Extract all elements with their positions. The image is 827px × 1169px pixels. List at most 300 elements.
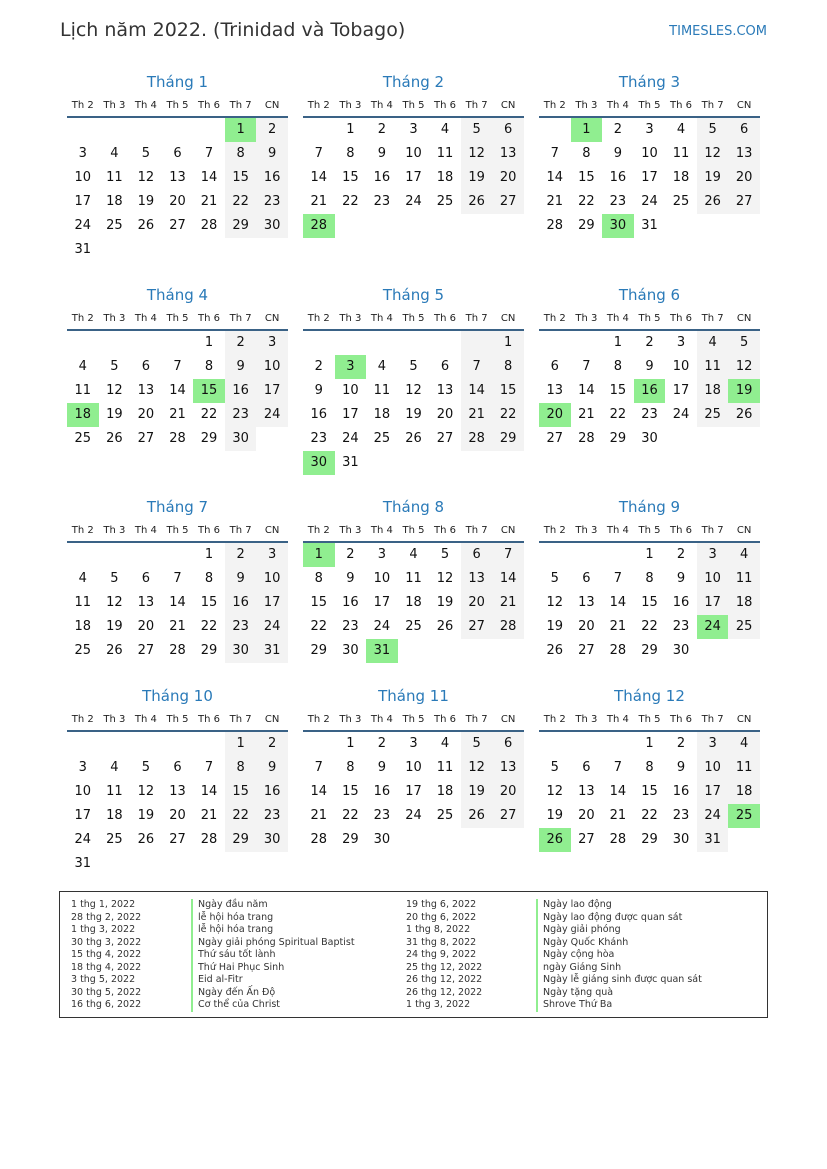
day-cell: 23 (225, 403, 257, 427)
holiday-day-cell: 1 (571, 118, 603, 142)
weekday-header (67, 307, 288, 331)
empty-day-cell (697, 639, 729, 663)
day-cell: 4 (728, 732, 760, 756)
day-cell: 29 (578, 218, 595, 233)
weekday-label: Th 5 (638, 313, 661, 324)
weekday-label: Th 5 (402, 525, 425, 536)
day-cell: 27 (436, 431, 454, 446)
holiday-day-cell: 16 (634, 379, 666, 403)
day-cell: 20 (169, 808, 186, 823)
day-cell: 1 (225, 732, 257, 756)
empty-day-cell (461, 828, 493, 852)
day-cell: 1 (204, 547, 214, 562)
day-cell: 19 (461, 166, 493, 190)
day-cell: 15 (200, 595, 218, 610)
legend-holiday-name: Ngày lao động (543, 899, 612, 910)
empty-day-cell (366, 214, 398, 238)
day-cell: 2 (256, 732, 288, 756)
legend-holiday-name: Ngày cộng hòa (543, 949, 615, 960)
day-cell: 26 (106, 643, 123, 658)
day-cell: 3 (409, 736, 418, 751)
weekday-label: Th 7 (229, 525, 252, 536)
day-cell: 22 (310, 619, 328, 634)
day-cell: 16 (373, 170, 391, 185)
day-grid (303, 331, 524, 475)
day-cell: 24 (697, 804, 729, 828)
day-cell: 19 (137, 194, 155, 209)
day-cell: 31 (256, 639, 288, 663)
day-cell: 27 (169, 218, 186, 233)
day-cell: 31 (641, 218, 658, 233)
day-cell: 14 (169, 595, 186, 610)
day-cell: 9 (613, 146, 623, 161)
day-cell: 23 (373, 808, 391, 823)
day-cell: 6 (582, 760, 591, 775)
weekday-label: Th 3 (575, 313, 598, 324)
weekday-label: Th 6 (670, 714, 693, 725)
day-cell: 1 (613, 335, 623, 350)
day-cell: 21 (546, 194, 564, 209)
empty-day-cell (99, 543, 131, 567)
weekday-label: Th 3 (339, 100, 362, 111)
day-cell: 2 (676, 547, 686, 562)
day-cell: 17 (342, 407, 359, 422)
day-cell: 8 (613, 359, 623, 374)
day-cell: 16 (609, 170, 627, 185)
day-cell: 27 (169, 832, 186, 847)
day-cell: 10 (256, 567, 288, 591)
empty-day-cell (130, 238, 162, 262)
day-cell: 23 (256, 190, 288, 214)
day-cell: 10 (342, 383, 359, 398)
day-cell: 21 (492, 591, 524, 615)
day-cell: 7 (204, 146, 214, 161)
weekday-label: Th 7 (465, 100, 488, 111)
legend-date: 25 thg 12, 2022 (406, 961, 483, 973)
day-cell: 12 (405, 383, 422, 398)
day-cell: 4 (440, 736, 450, 751)
legend-holiday-name: lễ hội hóa trang (198, 924, 274, 935)
weekday-label: Th 5 (638, 714, 661, 725)
day-cell: 9 (256, 142, 288, 166)
empty-day-cell (728, 828, 760, 852)
legend-date: 15 thg 4, 2022 (71, 949, 142, 960)
day-cell: 15 (310, 595, 328, 610)
day-grid (303, 118, 524, 238)
day-cell: 2 (377, 122, 387, 137)
day-cell: 23 (373, 194, 391, 209)
day-cell: 2 (676, 736, 686, 751)
day-cell: 2 (377, 736, 387, 751)
day-cell: 27 (137, 431, 155, 446)
holiday-day-cell: 15 (193, 379, 225, 403)
weekday-label: Th 6 (434, 714, 457, 725)
day-cell: 24 (74, 218, 92, 233)
day-cell: 5 (409, 359, 418, 374)
day-cell: 16 (672, 595, 690, 610)
legend-date: 1 thg 8, 2022 (406, 924, 471, 935)
day-cell: 14 (578, 383, 595, 398)
day-cell: 13 (169, 784, 186, 799)
day-cell: 23 (256, 804, 288, 828)
day-cell: 17 (405, 170, 422, 185)
day-cell: 9 (676, 760, 686, 775)
day-cell: 17 (405, 784, 422, 799)
empty-day-cell (99, 732, 131, 756)
day-cell: 14 (461, 379, 493, 403)
empty-day-cell (256, 852, 288, 876)
day-cell: 14 (310, 170, 328, 185)
day-cell: 20 (578, 808, 595, 823)
holiday-day-cell: 24 (697, 615, 729, 639)
weekday-header (67, 94, 288, 118)
day-cell: 28 (200, 218, 218, 233)
day-cell: 1 (346, 122, 355, 137)
empty-day-cell (728, 639, 760, 663)
day-cell: 27 (728, 190, 760, 214)
day-cell: 21 (609, 808, 627, 823)
day-cell: 3 (697, 732, 729, 756)
weekday-header (539, 307, 760, 331)
day-cell: 24 (672, 407, 690, 422)
day-cell: 26 (728, 403, 760, 427)
day-cell: 6 (492, 732, 524, 756)
month-title: Tháng 4 (146, 286, 209, 304)
weekday-label: Th 3 (103, 313, 126, 324)
weekday-label: CN (500, 525, 516, 536)
day-cell: 25 (672, 194, 690, 209)
empty-day-cell (539, 543, 571, 567)
month-title: Tháng 10 (142, 687, 213, 705)
empty-day-cell (335, 331, 367, 355)
day-cell: 17 (256, 379, 288, 403)
day-cell: 28 (169, 643, 186, 658)
day-cell: 20 (137, 407, 155, 422)
day-cell: 9 (377, 146, 387, 161)
day-cell: 15 (225, 780, 257, 804)
day-cell: 6 (550, 359, 559, 374)
weekday-label: Th 6 (198, 313, 221, 324)
day-cell: 7 (613, 571, 623, 586)
day-cell: 21 (200, 808, 218, 823)
day-cell: 19 (137, 808, 155, 823)
month-title: Tháng 12 (614, 687, 685, 705)
weekday-label: CN (500, 100, 516, 111)
day-cell: 26 (137, 218, 155, 233)
day-cell: 25 (106, 218, 123, 233)
empty-day-cell (366, 331, 398, 355)
day-cell: 23 (609, 194, 627, 209)
legend-date: 31 thg 8, 2022 (406, 936, 477, 948)
empty-day-cell (67, 118, 99, 142)
weekday-label: Th 2 (543, 313, 566, 324)
day-cell: 12 (546, 784, 564, 799)
day-grid (539, 732, 760, 852)
day-grid (67, 331, 288, 451)
day-cell: 23 (310, 431, 328, 446)
day-cell: 11 (106, 784, 123, 799)
day-cell: 30 (672, 832, 690, 847)
day-cell: 21 (578, 407, 595, 422)
empty-day-cell (429, 331, 461, 355)
legend-holiday-name: Ngày giải phóng Spiritual Baptist (198, 936, 355, 948)
legend-holiday-name: ngày Giáng Sinh (543, 961, 622, 973)
weekday-header (303, 708, 524, 732)
month-calendar (303, 496, 524, 663)
month-calendar (303, 284, 524, 475)
day-cell: 12 (461, 756, 493, 780)
day-cell: 19 (106, 407, 123, 422)
day-grid (67, 543, 288, 663)
empty-day-cell (461, 451, 493, 475)
day-cell: 31 (697, 828, 729, 852)
day-cell: 22 (225, 804, 257, 828)
day-cell: 21 (310, 194, 328, 209)
weekday-label: CN (264, 525, 280, 536)
day-cell: 19 (461, 780, 493, 804)
day-cell: 26 (137, 832, 155, 847)
empty-day-cell (130, 732, 162, 756)
day-cell: 1 (492, 331, 524, 355)
day-cell: 25 (436, 194, 454, 209)
day-cell: 10 (373, 571, 391, 586)
weekday-label: Th 2 (543, 100, 566, 111)
day-cell: 9 (314, 383, 323, 398)
day-cell: 24 (405, 808, 422, 823)
day-cell: 11 (697, 355, 729, 379)
day-cell: 4 (409, 547, 418, 562)
weekday-label: Th 4 (370, 525, 393, 536)
day-cell: 18 (728, 780, 760, 804)
legend-holiday-name: Ngày đầu năm (198, 899, 268, 910)
weekday-label: Th 4 (134, 714, 157, 725)
empty-day-cell (602, 543, 634, 567)
day-cell: 31 (342, 455, 359, 470)
day-cell: 12 (137, 170, 155, 185)
empty-day-cell (130, 852, 162, 876)
empty-day-cell (461, 639, 493, 663)
day-cell: 8 (645, 760, 654, 775)
day-cell: 8 (314, 571, 323, 586)
empty-day-cell (398, 828, 430, 852)
day-cell: 26 (546, 643, 564, 658)
month-calendar (539, 496, 760, 663)
day-cell: 27 (137, 643, 155, 658)
day-cell: 17 (256, 591, 288, 615)
day-cell: 5 (697, 118, 729, 142)
holiday-day-cell: 1 (303, 543, 335, 567)
day-cell: 30 (342, 643, 359, 658)
day-cell: 24 (74, 832, 92, 847)
day-cell: 7 (204, 760, 214, 775)
day-cell: 13 (137, 383, 155, 398)
day-cell: 29 (200, 643, 218, 658)
weekday-label: Th 6 (198, 100, 221, 111)
empty-day-cell (99, 852, 131, 876)
day-cell: 18 (672, 170, 690, 185)
empty-day-cell (492, 639, 524, 663)
day-cell: 5 (141, 146, 151, 161)
day-cell: 20 (436, 407, 454, 422)
day-cell: 6 (173, 760, 182, 775)
month-title: Tháng 1 (146, 73, 209, 91)
day-cell: 14 (310, 784, 328, 799)
weekday-label: Th 6 (670, 100, 693, 111)
day-cell: 12 (106, 383, 123, 398)
site-link[interactable]: TIMESLES.COM (669, 24, 767, 39)
day-cell: 7 (314, 146, 323, 161)
day-grid (539, 118, 760, 238)
weekday-label: Th 4 (370, 313, 393, 324)
weekday-label: Th 6 (434, 100, 457, 111)
weekday-label: Th 7 (465, 714, 488, 725)
day-cell: 28 (578, 431, 595, 446)
weekday-label: Th 2 (71, 714, 94, 725)
day-cell: 31 (74, 242, 92, 257)
holiday-day-cell: 30 (303, 451, 335, 475)
day-cell: 11 (373, 383, 391, 398)
weekday-label: Th 6 (434, 313, 457, 324)
weekday-label: Th 5 (166, 100, 189, 111)
legend-holiday-name: Shrove Thứ Ba (543, 999, 613, 1010)
weekday-label: Th 5 (166, 313, 189, 324)
weekday-label: Th 3 (103, 714, 126, 725)
day-cell: 30 (256, 828, 288, 852)
day-cell: 13 (728, 142, 760, 166)
day-cell: 11 (728, 567, 760, 591)
holiday-day-cell: 30 (602, 214, 634, 238)
empty-day-cell (303, 732, 335, 756)
month-calendar (539, 685, 760, 852)
day-cell: 25 (697, 403, 729, 427)
empty-day-cell (492, 214, 524, 238)
day-cell: 22 (641, 808, 658, 823)
day-cell: 18 (697, 379, 729, 403)
weekday-label: Th 7 (701, 313, 724, 324)
legend-dates (406, 899, 482, 1012)
empty-day-cell (398, 331, 430, 355)
holiday-legend (59, 891, 768, 1018)
day-cell: 20 (169, 194, 186, 209)
empty-day-cell (99, 118, 131, 142)
day-grid (539, 543, 760, 663)
legend-holiday-name: lễ hội hóa trang (198, 911, 274, 923)
day-cell: 3 (78, 146, 87, 161)
weekday-label: CN (264, 100, 280, 111)
weekday-label: Th 3 (339, 313, 362, 324)
empty-day-cell (697, 427, 729, 451)
day-cell: 7 (173, 571, 182, 586)
day-cell: 6 (440, 359, 450, 374)
empty-day-cell (193, 118, 225, 142)
day-cell: 8 (346, 146, 355, 161)
day-cell: 15 (609, 383, 627, 398)
weekday-label: Th 3 (575, 714, 598, 725)
weekday-label: Th 7 (229, 714, 252, 725)
day-cell: 25 (74, 431, 92, 446)
weekday-label: Th 5 (402, 313, 425, 324)
day-cell: 1 (645, 547, 654, 562)
day-cell: 26 (461, 190, 493, 214)
day-cell: 16 (225, 591, 257, 615)
weekday-label: Th 3 (103, 100, 126, 111)
empty-day-cell (429, 214, 461, 238)
day-cell: 25 (405, 619, 422, 634)
weekday-label: Th 6 (198, 714, 221, 725)
day-cell: 19 (546, 808, 564, 823)
weekday-header (67, 708, 288, 732)
day-cell: 29 (225, 214, 257, 238)
day-cell: 5 (110, 571, 119, 586)
day-cell: 5 (728, 331, 760, 355)
day-cell: 17 (74, 808, 92, 823)
day-cell: 9 (645, 359, 654, 374)
weekday-label: Th 5 (402, 714, 425, 725)
day-cell: 13 (492, 142, 524, 166)
day-cell: 29 (641, 832, 658, 847)
day-cell: 24 (256, 403, 288, 427)
day-cell: 3 (377, 547, 387, 562)
day-cell: 30 (373, 832, 391, 847)
day-cell: 2 (346, 547, 355, 562)
day-cell: 28 (546, 218, 564, 233)
empty-day-cell (162, 331, 194, 355)
day-cell: 10 (697, 567, 729, 591)
empty-day-cell (366, 451, 398, 475)
legend-date: 26 thg 12, 2022 (406, 974, 483, 985)
weekday-label: Th 4 (134, 525, 157, 536)
weekday-label: Th 6 (434, 525, 457, 536)
empty-day-cell (193, 852, 225, 876)
month-calendar (67, 496, 288, 663)
day-cell: 31 (74, 856, 92, 871)
day-cell: 10 (672, 359, 690, 374)
day-cell: 16 (256, 166, 288, 190)
weekday-label: Th 6 (670, 313, 693, 324)
empty-day-cell (429, 451, 461, 475)
day-cell: 25 (106, 832, 123, 847)
day-cell: 9 (225, 355, 257, 379)
day-cell: 21 (609, 619, 627, 634)
empty-day-cell (492, 451, 524, 475)
legend-holiday-name: Ngày Quốc Khánh (543, 936, 629, 948)
day-cell: 29 (641, 643, 658, 658)
empty-day-cell (130, 118, 162, 142)
legend-holiday-name: Ngày giải phóng (543, 924, 621, 935)
day-cell: 3 (78, 760, 87, 775)
empty-day-cell (665, 214, 697, 238)
day-cell: 24 (373, 619, 391, 634)
day-cell: 5 (550, 571, 559, 586)
weekday-label: CN (264, 714, 280, 725)
day-cell: 16 (256, 780, 288, 804)
empty-day-cell (162, 732, 194, 756)
holiday-day-cell: 26 (539, 828, 571, 852)
empty-day-cell (602, 732, 634, 756)
weekday-label: Th 4 (134, 313, 157, 324)
day-cell: 28 (200, 832, 218, 847)
empty-day-cell (398, 639, 430, 663)
day-cell: 27 (578, 643, 595, 658)
day-cell: 11 (672, 146, 690, 161)
day-cell: 9 (225, 567, 257, 591)
weekday-label: Th 3 (575, 100, 598, 111)
day-cell: 10 (697, 756, 729, 780)
day-cell: 9 (676, 571, 686, 586)
day-cell: 21 (200, 194, 218, 209)
weekday-label: Th 4 (606, 100, 629, 111)
day-cell: 28 (461, 427, 493, 451)
